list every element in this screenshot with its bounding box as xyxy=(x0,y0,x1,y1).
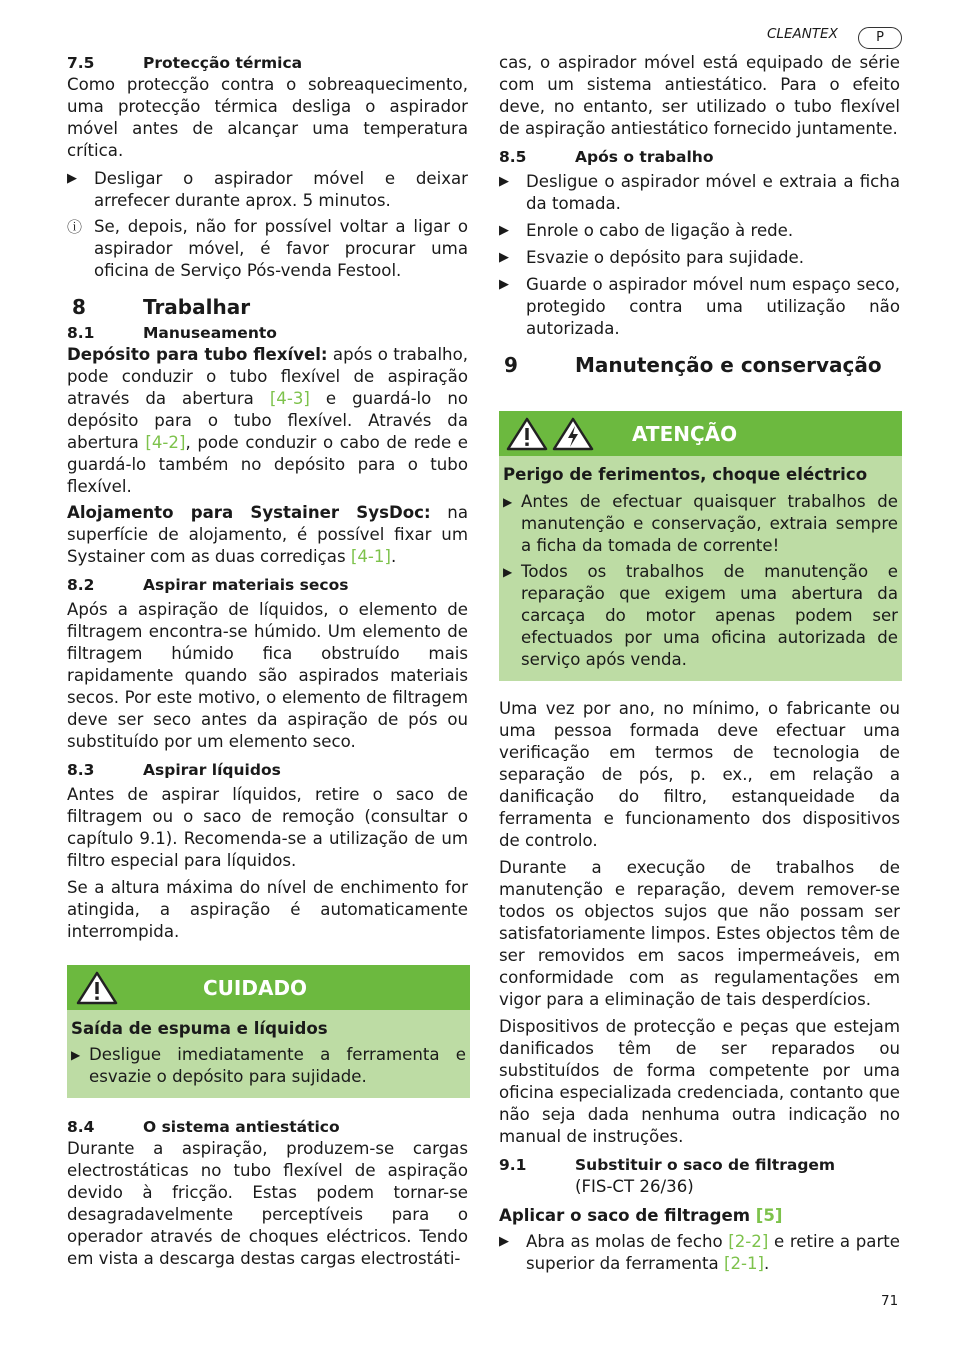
electric-shock-icon xyxy=(551,416,595,452)
bullet-arrow-icon: ▶ xyxy=(499,250,509,265)
list-item: ▶ Esvazie o depósito para sujidade. xyxy=(499,248,805,267)
section-8-1-heading: 8.1 Manuseamento xyxy=(67,324,277,342)
section-9-1-heading: 9.1 Substituir o saco de filtragem (FIS-CT 26/36) xyxy=(499,1156,836,1196)
figure-reference: [4-2] xyxy=(145,433,186,452)
warning-header xyxy=(499,411,902,456)
list-item: ▶ Desligue imediatamente a ferramenta e esvazie o depósito para sujidade. xyxy=(71,1045,466,1086)
brand-label: CLEANTEX xyxy=(767,26,838,42)
paragraph: Como protecção contra o sobreaquecimento, uma protecção térmica desliga o aspirador móvel antes de alcançar uma temperatura crítica. xyxy=(67,75,468,160)
section-7-5-heading: 7.5 Protecção térmica xyxy=(67,54,303,72)
paragraph: Durante a aspiração, produzem-se cargas electrostáticas no tubo flexível de aspiração devido à fricção. Estas podem tornar-se desagradavelmente perceptíveis para o operador através de choques eléctricos. Tendo em vista a descarga destas cargas electrostáti- xyxy=(67,1139,468,1268)
right-column-bottom xyxy=(499,698,900,1275)
figure-reference: [5] xyxy=(755,1206,783,1225)
subheading: Aplicar o saco de filtragem [5] xyxy=(499,1206,783,1225)
paragraph: Se a altura máxima do nível de enchimento for atingida, a aspiração é automaticamente interrompida. xyxy=(67,878,468,941)
figure-reference: [2-2] xyxy=(728,1232,769,1251)
caution-subtitle: Saída de espuma e líquidos xyxy=(71,1019,328,1038)
bullet-arrow-icon: ▶ xyxy=(499,223,509,238)
section-8-heading: 8 Trabalhar xyxy=(72,295,251,319)
section-8-2-heading: 8.2 Aspirar materiais secos xyxy=(67,576,349,594)
left-column xyxy=(67,52,468,943)
caution-title: CUIDADO xyxy=(203,975,308,1000)
list-item: ▶ Desligar o aspirador móvel e deixar arrefecer durante aprox. 5 minutos. xyxy=(67,169,468,210)
info-icon: ⓘ xyxy=(67,218,83,236)
paragraph: cas, o aspirador móvel está equipado de série com um sistema antiestático. Para o efeito deve, no entanto, ser utilizado o tubo flexível de aspiração antiestático fornecido juntamente. xyxy=(499,53,900,138)
list-item: ▶ Enrole o cabo de ligação à rede. xyxy=(499,221,794,240)
caution-header xyxy=(67,965,470,1010)
bullet-arrow-icon: ▶ xyxy=(499,174,509,189)
warning-triangle-icon xyxy=(75,970,119,1006)
bullet-arrow-icon: ▶ xyxy=(67,171,77,186)
bullet-arrow-icon: ▶ xyxy=(503,565,513,579)
list-item: ▶ Abra as molas de fecho [2-2] e retire a parte superior da ferramenta [2-1]. xyxy=(499,1232,900,1273)
caution-box xyxy=(67,965,470,1098)
language-badge: P xyxy=(858,27,902,49)
warning-title: ATENÇÃO xyxy=(632,421,738,446)
warning-triangle-icon xyxy=(505,416,549,452)
bullet-arrow-icon: ▶ xyxy=(499,277,509,292)
left-column-bottom xyxy=(67,1116,468,1270)
paragraph: Alojamento para Systainer SysDoc: na superfície de alojamento, é possível fixar um Systainer com as duas corrediças [4-1]. xyxy=(67,503,468,566)
list-item: ▶ Todos os trabalhos de manutenção e reparação que exigem uma abertura da carcaça do motor apenas podem ser efectuados por uma oficina autorizada de serviço após venda. xyxy=(503,562,898,669)
list-item: ▶ Desligue o aspirador móvel e extraia a ficha da tomada. xyxy=(499,172,900,213)
figure-reference: [4-3] xyxy=(269,389,310,408)
bullet-arrow-icon: ▶ xyxy=(503,495,513,509)
warning-box xyxy=(499,411,902,681)
paragraph: Após a aspiração de líquidos, o elemento de filtragem encontra-se húmido. Um elemento de filtragem húmido fica obstruído mais rapidamente quando são aspirados materiais secos. Por este motivo, o elemento de filtragem deve ser seco antes da aspiração de pós ou substituído por um elemento seco. xyxy=(67,600,468,751)
warning-subtitle: Perigo de ferimentos, choque eléctrico xyxy=(503,465,868,484)
section-8-5-heading: 8.5 Após o trabalho xyxy=(499,148,714,166)
list-item: ▶ Guarde o aspirador móvel num espaço seco, protegido contra uma utilização não autorizada. xyxy=(499,275,900,338)
section-9-heading: 9 Manutenção e conservação xyxy=(504,353,882,377)
right-column xyxy=(499,52,900,376)
bullet-arrow-icon: ▶ xyxy=(499,1234,509,1249)
figure-reference: [4-1] xyxy=(350,547,391,566)
list-item: ⓘ Se, depois, não for possível voltar a ligar o aspirador móvel, é favor procurar uma oficina de Serviço Pós-venda Festool. xyxy=(67,217,468,280)
bullet-arrow-icon: ▶ xyxy=(71,1048,81,1062)
figure-reference: [2-1] xyxy=(723,1254,765,1273)
paragraph: Antes de aspirar líquidos, retire o saco de filtragem ou o saco de remoção (consultar o capítulo 9.1). Recomenda-se a utilização de um filtro especial para líquidos. xyxy=(67,785,468,870)
section-8-3-heading: 8.3 Aspirar líquidos xyxy=(67,761,281,779)
section-8-4-heading: 8.4 O sistema antiestático xyxy=(67,1118,340,1136)
list-item: ▶ Antes de efectuar quaisquer trabalhos de manutenção e conservação, extraia sempre a ficha da tomada de corrente! xyxy=(503,492,898,555)
paragraph: Uma vez por ano, no mínimo, o fabricante ou uma pessoa formada deve efectuar uma verificação em termos de tecnologia de separação de pós, p. ex., em relação a danificação do filtro, estanqueidade da ferramenta e funcionamento dos dispositivos de controlo. xyxy=(499,699,900,850)
paragraph: Depósito para tubo flexível: após o trabalho, pode conduzir o tubo flexível de aspiração através da abertura [4-3] e guardá-lo no depósito para o tubo flexível. Através da abertura [4-2], pode conduzir o cabo de rede e guardá-lo também no depósito para o tubo flexível. xyxy=(67,345,468,496)
page-number: 71 xyxy=(881,1293,899,1309)
paragraph: Durante a execução de trabalhos de manutenção e reparação, devem remover-se todos os objectos sujos que não possam ser satisfatoriamente limpos. Estes objectos têm de ser removidos em sacos impermeáveis, em conformidade com as regulamentações em vigor para a eliminação de tais desperdícios. xyxy=(499,858,900,1009)
paragraph: Dispositivos de protecção e peças que estejam danificados têm de ser reparados ou substituídos de forma competente por uma oficina especializada credenciada, contanto que não seja dada nenhuma outra indicação no manual de instruções. xyxy=(499,1017,900,1146)
